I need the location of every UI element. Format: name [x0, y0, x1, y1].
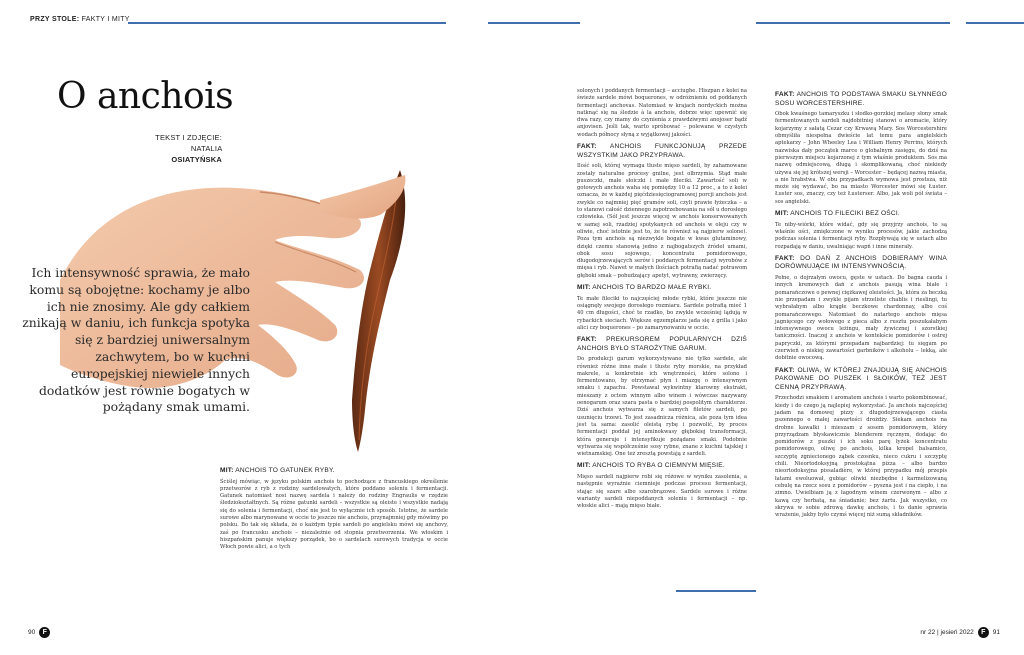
- col3-heading-1: FAKT: ANCHOIS TO PODSTAWA SMAKU SŁYNNEGO SOSU WORCESTERSHIRE.: [775, 91, 947, 107]
- header-rule-mid: [488, 22, 580, 24]
- issue-info: nr 22 | jesień 2022: [920, 629, 974, 637]
- col3-paragraph-3: Pełne, o dojrzałym owocu, gęste w ustach. Do bagna cauda i innych kremowych dań z anchois pasują wina białe i pomarańczowe o pewnej ciężkawej oleistości. Ja, która za beczką nie przepadam i zwykle pijam strzeliste chablis i rieslingi, tu wybrałabym albo krągłe beczkowe chardonnay, albo coś pomarańczowego. Natomiast do natartego anchois mięsa jagnięcego czy wołowego z pieca albo z rusztu poszukałabym intensywnego owocu leżingu, mały żywicznej i szorstkiej taniczności. Inaczej z anchois w kontekście pomidorów i ostrej papryczki, za którymi przepadam najbardziej: tu sięgam po czerwień o niskiej zawartości garbników i alkoholu – lekką, ale dobitnie owocową.: [775, 275, 947, 362]
- col3-heading-2: MIT: ANCHOIS TO FILECIKI BEZ OŚCI.: [775, 210, 900, 218]
- footer-left: [28, 627, 54, 638]
- col2-heading-2: MIT: ANCHOIS TO BARDZO MAŁE RYBKI.: [577, 284, 712, 292]
- col2-paragraph-4: Mięso sardeli najpierw robi się różowe w wyniku zasolenia, a następnie wyraźnie ciemnieje podczas procesu fermentacji, stając się szare albo szarobrązowe. Sardele surowe i różne warianty sardeli niepoddanych soleniu i fermentacji – np. włoskie alici – mają mięso białe.: [577, 474, 747, 510]
- col2-paragraph-0: solonych i poddanych fermentacji – acciughe. Hiszpan z kolei na świeże sardele mówi boquerones, w odróżnieniu od poddanych fermentacji anchovas. Natomiast w krajach nordyckich można natknąć się na śledzie à la anchois, dobrze więc upewnić się dwa razy, czy mamy do czynienia z prawdziwymi anojoser bądź anjovisen. Jeśli tak, warto spróbować – polewane w czystych wodach północy słyną z wyjątkowej jakości.: [577, 88, 747, 138]
- byline-label: TEKST I ZDJĘCIE:: [155, 133, 222, 142]
- col2-heading-1: FAKT: ANCHOIS FUNKCJONUJĄ PRZEDE WSZYSTKIM JAKO PRZYPRAWA.: [577, 143, 747, 159]
- magazine-logo-icon: F: [39, 627, 50, 638]
- page-number-left: 90: [28, 629, 36, 637]
- byline-first-name: NATALIA: [190, 144, 222, 153]
- column-3: [775, 88, 947, 523]
- footer-right: [920, 627, 1000, 638]
- col3-heading-3: FAKT: DO DAŃ Z ANCHOIS DOBIERAMY WINA DORÓWNUJĄCE IM INTENSYWNOŚCIĄ.: [775, 254, 947, 271]
- col3-heading-4: FAKT: OLIWA, W KTÓREJ ZNAJDUJĄ SIĘ ANCHOIS PAKOWANE DO PUSZEK I SŁOIKÓW, TEŻ JEST CENNĄ PRZYPRAWĄ.: [775, 366, 947, 391]
- byline-last-name: OSIATYŃSKA: [171, 155, 222, 164]
- article-title: O anchois: [57, 76, 234, 117]
- section-label-bold: PRZY STOLE:: [30, 16, 80, 23]
- col2-heading-3: FAKT: PREKURSOREM POPULARNYCH DZIŚ ANCHOIS BYŁO STAROŻYTNE GARUM.: [577, 336, 747, 352]
- bottom-rule: [676, 590, 756, 592]
- section-label: [30, 16, 130, 23]
- col2-heading-4: MIT: ANCHOIS TO RYBA O CIEMNYM MIĘSIE.: [577, 462, 725, 470]
- col2-paragraph-3: Do produkcji garum wykorzystywano nie tylko sardele, ale również różne inne małe i tłuste ryby morskie, na przykład makrele, a konkretnie ich wnętrzności, które solono i fermentowano, by otrzymać płyn i miazgę o intensywnym smaku i zapachu. Powstawał wykwintny klarowny ekstrakt, mieszany z octem winnym albo winem i wówczas nazywany oenogarum oraz szara pasta o bardziej pospolitym charakterze. Dziś anchois wytwarza się z samych filetów sardeli, po usunięciu trzewi. To jest zasadnicza różnica, ale poza tym idea jest ta sama: zasolić oleistą rybę i pozwolić, by proces fermentacji poddał jej aminokwasy głębokiej transformacji, która generuje i intensyfikuje pożądane smaki. Podobnie wytwarza się współcześnie sosy rybne, znane z kuchni tajskiej i wietnamskiej. One też zresztą powstają z sardeli.: [577, 356, 747, 458]
- header-rule-right: [756, 22, 950, 24]
- col1-paragraph: Ściślej mówiąc, w języku polskim anchois to pochodzące z francuskiego określenie przetworów z ryb z rodziny sardelowatych, które poddano soleniu i fermentacji. Gatunek natomiast nosi nazwę sardela i należy do rodziny Engraulis w rzędzie śledziokształtnych. Są różne gatunki sardeli – wszystkie są oleiste i wszystkie nadają się do solenia i fermentacji, choć nie jest to wyłącznie ich sposób. Istotne, że sardele surowe albo marynowane w occie to jeszcze nie anchois, przynajmniej gdy mówimy po polsku. Bo tak się składa, że o każdym typie sardeli po angielsku mówi się anchovy, zaś po francusku anchois – niezależnie od stopnia przetworzenia. We włoskim i hiszpańskim panuje większy porządek, bo o sardelach surowych tradycja w occie Włoch powie alici, a o tych: [220, 478, 448, 551]
- header-rule-left: [128, 22, 446, 24]
- column-1: [220, 464, 448, 556]
- pull-quote: Ich intensywność sprawia, że mało komu są obojętne: kochamy je albo ich nie znosimy. Ale gdy całkiem znikają w daniu, ich funkcja spotyka się z bardziej uniwersalnym zachwytem, bo w kuchni europejskiej niewiele innych dodatków jest równie bogatych w pożądany smak umami.: [22, 265, 250, 415]
- col1-heading: MIT: ANCHOIS TO GATUNEK RYBY.: [220, 467, 335, 474]
- section-label-rest: FAKTY I MITY: [79, 16, 130, 23]
- page-number-right: 91: [992, 629, 1000, 637]
- col3-paragraph-1: Obok kwaśnego tamaryszku i słodko-gorzkiej melasy słony smak fermentowanych sardeli najdobitniej stanowi o aromacie, który kojarzymy z sałatą Cezar czy Krwawą Mary. Sos Worcestershire obmyśliła niespełna dwieście lat temu para angielskich aptekarzy – John Wheeley Lea i William Henry Perrins, których nazwiska dały początek marce o globalnym zasięgu, do dziś na pierwszym miejscu kojarzonej z tym właśnie produktem. Sos ma nazwę odmiejscową, długą i skomplikowaną, choć niekiedy używa się jej krótszej wersji – Worcester – będącej nazwą miasta, a nie hrabstwa. W obu przypadkach wymowa jest prostsza, niż może się wydawać, bo na miasto Worcester mówi się Łuster. Łuster sos, znaczy, czy też Łusterser. Albo, jak woli pół świata – sos angielski.: [775, 111, 947, 205]
- header-rule-far-right: [966, 22, 1024, 24]
- column-2: [577, 88, 747, 515]
- col3-paragraph-4: Przechodzi smakiem i aromatem anchois i warto pokombinować, kiedy i do czego ją najlepiej wykorzystać. Ja anchois najczęściej jadam na domowej pizzy z długodojrzewającego ciasta pszennego o małej zawartości drożdży. Siekam anchois na drobne kawałki i mieszam z sosem pomidorowym, który przyrządzam błyskawicznie blenderem ręcznym, dodając do pomidorów z puszki i ich soku parę łyżek koncentratu pomidorowego, oliwę po anchois, kilka kropel balsamico, szczyptę zgniecionego ząbek czosnku, nieco cukru i szczyptę chili. Nieortodoksyjną prostokątna pizza – albo bardzo nieortodoksyjna pissaladière, w której przypadku mój przepis łatami ewoluował, gubiąc oliwki niezbędne i karmelizowaną cebulę na rzecz sosu z pomidorów – pyszna jest i na ciepło, i na zimno. Uwielbiam ją z łagodnym winem czerwonym – albo z kawą czy herbatą, na śniadanie; bez żartu. Jak wszystko, co skrywa w sobie zdrową dawkę anchois, i to danie sprawia wrażenie, jakby było czymś więcej niż sumą składników.: [775, 395, 947, 519]
- magazine-logo-icon: F: [978, 627, 989, 638]
- col3-paragraph-2: Te niby-wiórki, które widać, gdy się przyjrzy anchois, to są właśnie ości, zmiękczone w wyniku procesów, jakie zachodzą podczas solenia i fermentacji ryby. Rozpływają się w ustach albo rozpadają w daniu, uwalniając wapń i inne minerały.: [775, 221, 947, 250]
- col2-paragraph-2: Te małe fileciki to najczęściej młode rybki, które jeszcze nie osiągnęły swojego dorosłego rozmiaru. Sardele potrafią mieć 1 40 cm długości, choć te rzadko, bo zwykle wcześniej lądują w rybackich sieciach. Większe egzemplarze jada się z grilla i jako alici czy boquerones – po zamarynowaniu w occie.: [577, 295, 747, 331]
- col2-paragraph-1: Ilość soli, której wymaga tłuste mięso sardeli, by zahamowane zostały naturalne procesy gnilne, jest olbrzymia. Stąd małe puszeczki, małe słoiczki i małe fileciki. Zawartość soli w gotowych anchois waha się pomiędzy 10 a 12 proc., a to z kolei oznacza, że w każdej pięćdziesięciogramowej porcji anchois jest zwykle co najmniej pięć gramów soli, czyli prawie łyżeczka – a to stanowi całość dziennego zapotrzebowania na sól u dorosłego człowieka. (Sól jest jeszcze więcej w anchois konserwowanych w samej soli, rzadziej spotykanych od anchois w oleju czy w oliwie, choć istotnie jest to, że te również są najpierw solone). Poza tym anchois są niezwykle bogate w kwas glutaminowy, dzięki czemu stanowią jedno z najbogatszych źródeł umami, obok sosu sojowego, koncentratu pomidorowego, długodojrzewających serów i poddanych fermentacji wyrobów z mięsa i ryb. Nawet w małych ilościach potrafią nadać potrawom głęboki smak – pobudzający apetyt, wytrawny, zwierzęcy.: [577, 163, 747, 279]
